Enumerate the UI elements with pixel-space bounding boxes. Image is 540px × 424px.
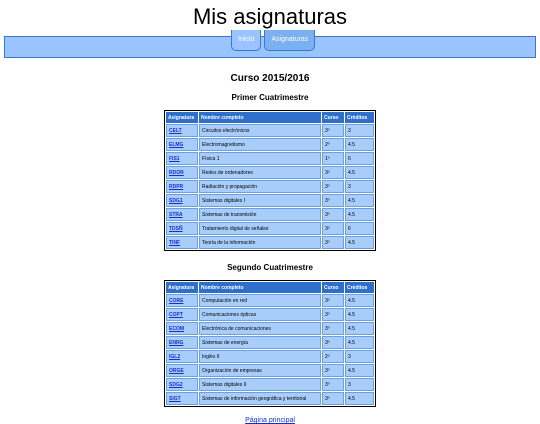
subject-year-cell: 3º xyxy=(322,336,344,349)
subjects-table-1 xyxy=(164,110,376,251)
subject-year-cell: 3º xyxy=(322,322,344,335)
subject-credits-cell: 4.5 xyxy=(345,308,374,321)
subject-credits-cell: 3 xyxy=(345,124,374,137)
subject-code-cell xyxy=(166,350,198,363)
subject-code-cell xyxy=(166,322,198,335)
subject-year-cell: 3º xyxy=(322,378,344,391)
subject-year-cell: 2º xyxy=(322,138,344,151)
subject-code-cell xyxy=(166,194,198,207)
subject-credits-cell: 4.5 xyxy=(345,336,374,349)
subject-year-cell: 3º xyxy=(322,364,344,377)
table-row xyxy=(166,350,374,363)
subject-year-cell: 3º xyxy=(322,222,344,235)
subject-code-link[interactable]: ORGE xyxy=(169,367,184,374)
subject-credits-cell: 4.5 xyxy=(345,294,374,307)
subject-credits-cell: 4.5 xyxy=(345,236,374,249)
subject-code-cell xyxy=(166,124,198,137)
subject-code-cell xyxy=(166,364,198,377)
nav-tabs xyxy=(231,30,315,51)
subject-year-cell: 3º xyxy=(322,166,344,179)
subject-code-link[interactable]: FIS1 xyxy=(169,155,180,162)
subject-code-cell xyxy=(166,336,198,349)
col-header-credits: Créditos xyxy=(345,282,374,293)
subject-code-link[interactable]: TINF xyxy=(169,239,181,246)
table-body-1 xyxy=(166,124,374,249)
subject-year-cell: 3º xyxy=(322,236,344,249)
subject-name-cell: Sistemas digitales II xyxy=(199,378,321,391)
subject-name-cell: Teoría de la información xyxy=(199,236,321,249)
subject-name-cell: Comunicaciones ópticas xyxy=(199,308,321,321)
subject-credits-cell: 6 xyxy=(345,222,374,235)
col-header-year: Curso xyxy=(322,282,344,293)
table-body-2 xyxy=(166,294,374,405)
col-header-year: Curso xyxy=(322,112,344,123)
subject-code-cell xyxy=(166,378,198,391)
table-row xyxy=(166,194,374,207)
subject-credits-cell: 3 xyxy=(345,180,374,193)
subject-credits-cell: 6 xyxy=(345,152,374,165)
table-row xyxy=(166,180,374,193)
table-row xyxy=(166,392,374,405)
subject-year-cell: 3º xyxy=(322,124,344,137)
subjects-table-2 xyxy=(164,280,376,407)
table-row xyxy=(166,308,374,321)
subject-code-link[interactable]: SDG2 xyxy=(169,381,183,388)
table-row xyxy=(166,152,374,165)
semester-title-1: Primer Cuatrimestre xyxy=(231,93,309,102)
subject-code-cell xyxy=(166,208,198,221)
subject-credits-cell: 3 xyxy=(345,350,374,363)
subject-credits-cell: 4.5 xyxy=(345,392,374,405)
subject-code-link[interactable]: ECOM xyxy=(169,325,184,332)
subject-name-cell: Física 1 xyxy=(199,152,321,165)
subject-code-cell xyxy=(166,392,198,405)
table-row xyxy=(166,222,374,235)
table-row xyxy=(166,166,374,179)
subject-credits-cell: 4.5 xyxy=(345,322,374,335)
col-header-credits: Créditos xyxy=(345,112,374,123)
course-title: Curso 2015/2016 xyxy=(230,73,310,84)
page-title: Mis asignaturas xyxy=(192,4,348,29)
subject-name-cell: Electrónica de comunicaciones xyxy=(199,322,321,335)
subject-name-cell: Sistemas de energía xyxy=(199,336,321,349)
subject-year-cell: 3º xyxy=(322,180,344,193)
col-header-code: Asignatura xyxy=(166,282,198,293)
subject-code-link[interactable]: SDG1 xyxy=(169,197,183,204)
col-header-name: Nombre completo xyxy=(199,282,321,293)
subject-code-link[interactable]: ENRG xyxy=(169,339,184,346)
table-row xyxy=(166,236,374,249)
subject-name-cell: Tratamiento digital de señales xyxy=(199,222,321,235)
table-header-row xyxy=(166,282,374,293)
subject-year-cell: 3º xyxy=(322,308,344,321)
subject-credits-cell: 4.5 xyxy=(345,364,374,377)
subject-code-link[interactable]: COPT xyxy=(169,311,183,318)
col-header-code: Asignatura xyxy=(166,112,198,123)
subject-year-cell: 3º xyxy=(322,392,344,405)
table-row xyxy=(166,138,374,151)
table-row xyxy=(166,208,374,221)
table-row xyxy=(166,336,374,349)
tab-asignaturas[interactable]: Asignaturas xyxy=(264,30,315,51)
table-row xyxy=(166,124,374,137)
subject-code-cell xyxy=(166,138,198,151)
subject-credits-cell: 3 xyxy=(345,378,374,391)
table-row xyxy=(166,294,374,307)
subject-year-cell: 1º xyxy=(322,152,344,165)
table-row xyxy=(166,378,374,391)
subject-code-link[interactable]: RDPR xyxy=(169,183,184,190)
subject-credits-cell: 4.5 xyxy=(345,194,374,207)
col-header-name: Nombre completo xyxy=(199,112,321,123)
subject-year-cell: 2º xyxy=(322,350,344,363)
subject-name-cell: Circuitos electrónicos xyxy=(199,124,321,137)
subject-code-cell xyxy=(166,236,198,249)
tab-inicio[interactable]: Inicio xyxy=(231,30,261,51)
subject-year-cell: 3º xyxy=(322,208,344,221)
semester-title-2: Segundo Cuatrimestre xyxy=(227,263,313,272)
subject-name-cell: Sistemas de transmisión xyxy=(199,208,321,221)
table-header-row xyxy=(166,112,374,123)
subject-credits-cell: 4.5 xyxy=(345,166,374,179)
subject-credits-cell: 4.5 xyxy=(345,138,374,151)
subject-year-cell: 3º xyxy=(322,194,344,207)
subject-code-link[interactable]: TDSÑ xyxy=(169,225,183,232)
subject-credits-cell: 4.5 xyxy=(345,208,374,221)
subject-name-cell: Sistemas digitales I xyxy=(199,194,321,207)
subject-code-link[interactable]: CELT xyxy=(169,127,182,134)
subject-code-cell xyxy=(166,152,198,165)
subject-code-cell xyxy=(166,166,198,179)
subject-code-cell xyxy=(166,308,198,321)
home-page-link[interactable]: Página principal xyxy=(245,417,295,424)
subject-year-cell: 3º xyxy=(322,294,344,307)
nav-bar xyxy=(4,36,536,58)
subject-name-cell: Redes de ordenadores xyxy=(199,166,321,179)
subject-code-cell xyxy=(166,222,198,235)
table-row xyxy=(166,364,374,377)
subject-name-cell: Organización de empresas xyxy=(199,364,321,377)
subject-code-link[interactable]: STRA xyxy=(169,211,183,218)
subject-name-cell: Electromagnetismo xyxy=(199,138,321,151)
subject-code-link[interactable]: SIGT xyxy=(169,395,181,402)
subject-code-link[interactable]: IGL2 xyxy=(169,353,181,360)
subject-code-link[interactable]: ELMG xyxy=(169,141,184,148)
table-row xyxy=(166,322,374,335)
subject-code-link[interactable]: RDOR xyxy=(169,169,184,176)
subject-code-cell xyxy=(166,294,198,307)
subject-name-cell: Radiación y propagación xyxy=(199,180,321,193)
subject-code-cell xyxy=(166,180,198,193)
subject-name-cell: Inglés II xyxy=(199,350,321,363)
subject-name-cell: Computación en red xyxy=(199,294,321,307)
subject-name-cell: Sistemas de información geográfica y territorial xyxy=(199,392,321,405)
subject-code-link[interactable]: CORE xyxy=(169,297,184,304)
